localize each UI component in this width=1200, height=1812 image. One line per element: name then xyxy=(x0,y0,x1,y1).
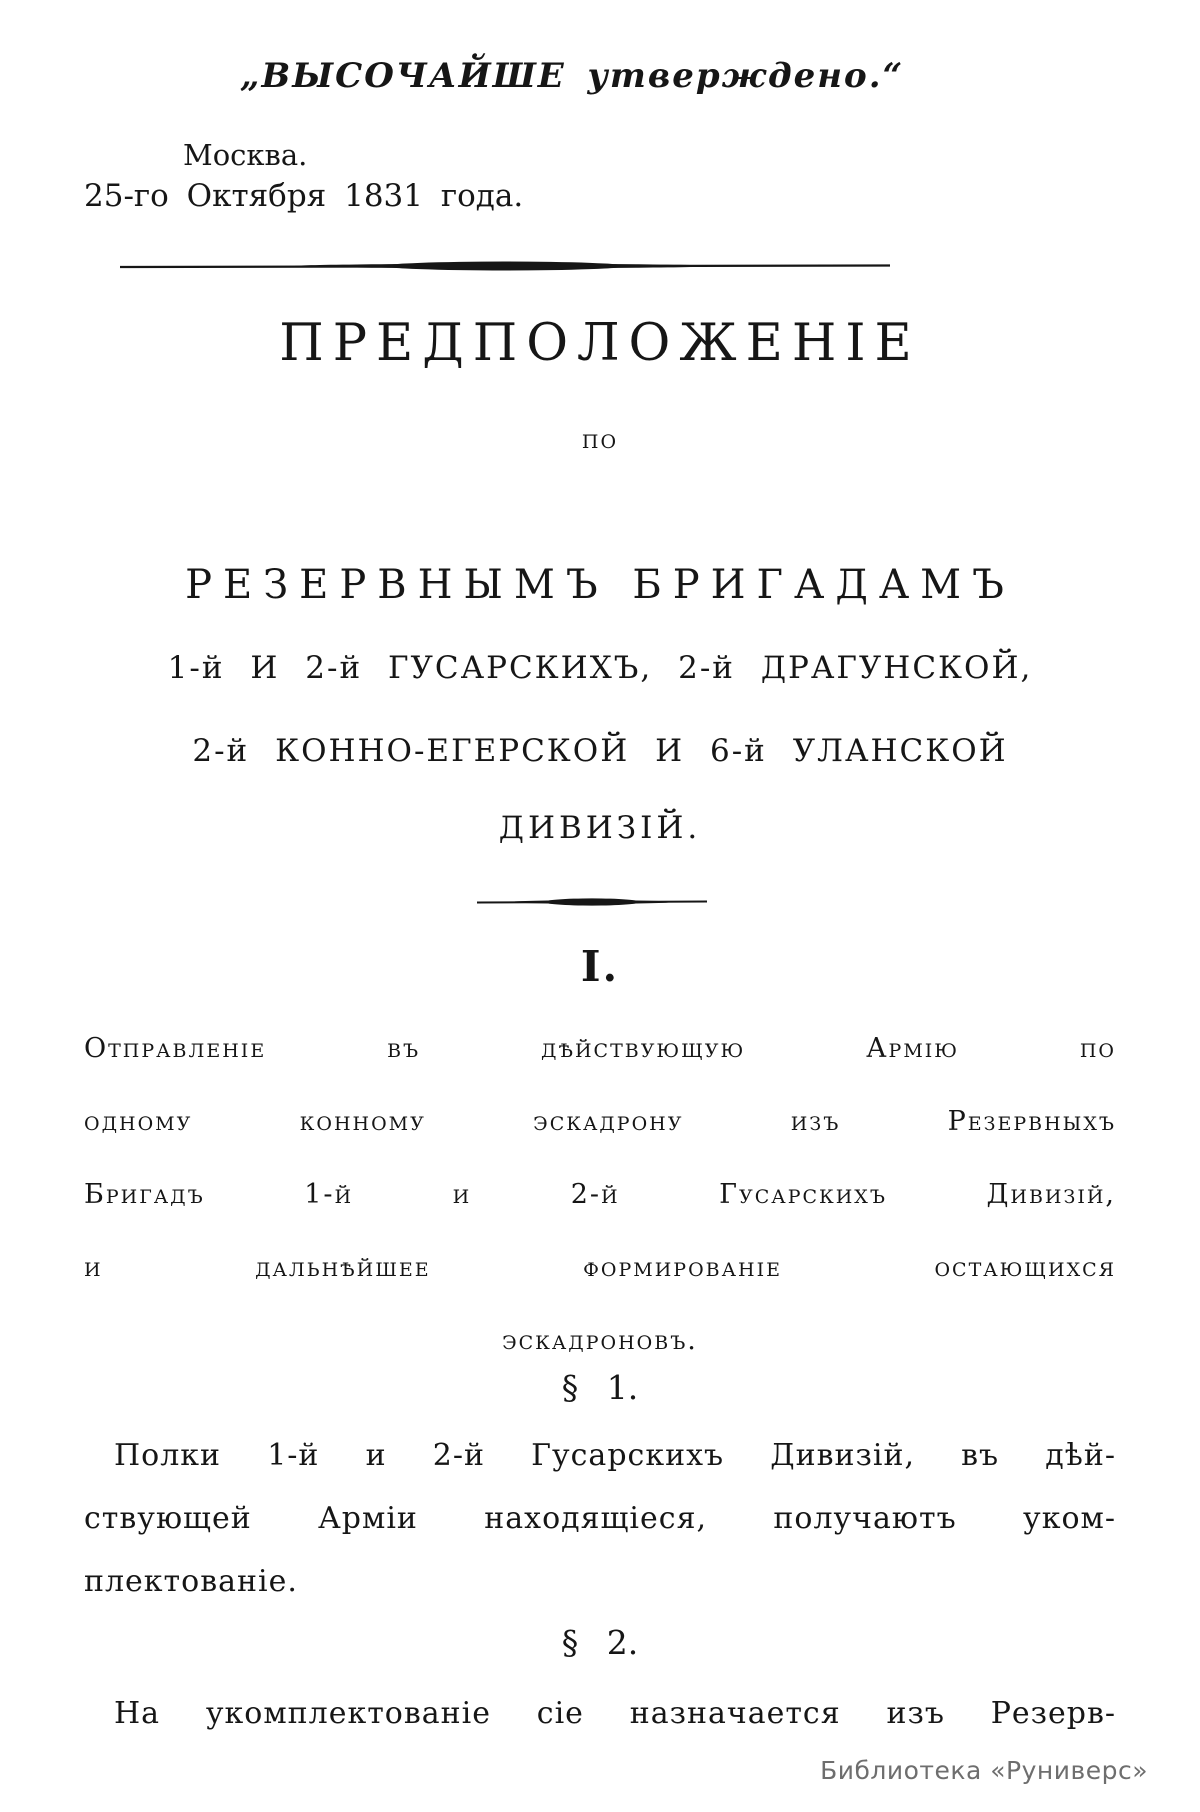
subtitle-preposition: по xyxy=(581,424,619,455)
decorative-rule-middle xyxy=(477,896,707,908)
paragraph-1-line: ствующей Арміи находящіеся, получаютъ уком- xyxy=(84,1501,1116,1536)
section-heading-line: и дальнѣйшее формированіе остающихся xyxy=(84,1252,1116,1283)
section-heading-line: одному конному эскадрону изъ Резервныхъ xyxy=(84,1106,1116,1137)
paragraph-1-number: § 1. xyxy=(561,1368,639,1407)
approval-line: „ВЫСОЧАЙШЕ утверждено.“ xyxy=(240,56,905,96)
watermark-runivers: Библиотека «Руниверс» xyxy=(820,1756,1148,1785)
paragraph-2-line: На укомплектованіе сіе назначается изъ Резерв- xyxy=(114,1696,1116,1731)
section-heading-line: эскадроновъ. xyxy=(502,1325,698,1356)
subtitle-line-1: 1-й И 2-й ГУСАРСКИХЪ, 2-й ДРАГУНСКОЙ, xyxy=(167,650,1033,686)
section-heading-line: Бригадъ 1-й и 2-й Гусарскихъ Дивизій, xyxy=(84,1179,1116,1210)
paragraph-1 xyxy=(84,1424,1116,1613)
subtitle-line-2: 2-й КОННО-ЕГЕРСКОЙ И 6-й УЛАНСКОЙ xyxy=(192,733,1008,769)
paragraph-2-number: § 2. xyxy=(561,1623,639,1662)
decorative-rule-top xyxy=(120,258,890,274)
place-line: Москва. xyxy=(183,138,308,172)
section-heading xyxy=(84,1012,1116,1377)
date-line: 25-го Октября 1831 года. xyxy=(84,178,524,214)
subtitle-line-3: ДИВИЗІЙ. xyxy=(498,810,702,846)
section-heading-line: Отправленіе въ дѣйствующую Армію по xyxy=(84,1033,1116,1064)
paragraph-1-line: Полки 1-й и 2-й Гусарскихъ Дивизій, въ дѣй- xyxy=(114,1438,1116,1473)
document-title: ПРЕДПОЛОЖЕНІЕ xyxy=(279,314,921,373)
paragraph-2 xyxy=(84,1682,1116,1745)
section-number: I. xyxy=(580,942,620,991)
subtitle-main: РЕЗЕРВНЫМЪ БРИГАДАМЪ xyxy=(185,562,1015,608)
paragraph-1-line: плектованіе. xyxy=(84,1564,298,1599)
